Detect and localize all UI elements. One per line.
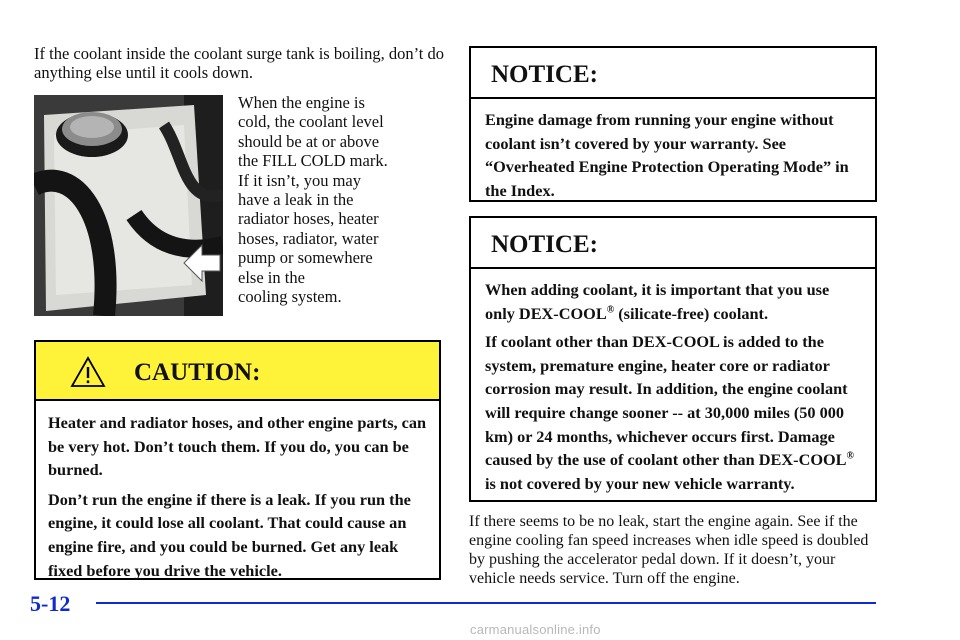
caution-header (36, 342, 439, 401)
warning-triangle-icon (70, 356, 106, 388)
watermark: carmanualsonline.info (470, 622, 601, 637)
notice-2-paragraph-2 (485, 330, 863, 495)
notice-title-1: NOTICE: (491, 61, 598, 88)
notice-1-paragraph: Engine damage from running your engine without coolant isn’t covered by your warranty. See “Overheated Engine Protection Operating Mode” in the Index. (485, 110, 849, 200)
notice-2-p2-text-b: is not covered by your new vehicle warranty. (485, 473, 795, 493)
notice-2-p1-text-b: (silicate-free) coolant. (614, 303, 769, 323)
caution-paragraph-2: Don’t run the engine if there is a leak. If you run the engine, it could lose all coolant. That could cause an engine fire, and you could be burned. Get any leak fixed before you drive the vehicle. (48, 489, 411, 580)
page-number: 5-12 (30, 591, 71, 616)
registered-mark-2: ® (846, 450, 855, 462)
side-paragraph: When the engine is cold, the coolant level should be at or above the FILL COLD mark. If it isn’t, you may have a leak in the radiator hoses, heater hoses, radiator, water pump or somewhere else in the cooling system. (238, 93, 388, 307)
notice-box-2 (469, 216, 877, 502)
closing-paragraph: If there seems to be no leak, start the engine again. See if the engine cooling fan speed increases when idle speed is doubled by pushing the accelerator pedal down. If it doesn’t, your vehicle needs service. Turn off the engine. (469, 513, 869, 587)
caution-paragraph-1: Heater and radiator hoses, and other engine parts, can be very hot. Don’t touch them. If you do, you can be burned. (48, 413, 427, 480)
caution-title: CAUTION: (134, 359, 261, 386)
notice-title-2: NOTICE: (491, 231, 598, 258)
coolant-tank-photo (34, 95, 223, 316)
registered-mark-1: ® (606, 304, 615, 316)
caution-box (34, 340, 441, 580)
notice-2-paragraph-1 (485, 278, 863, 325)
notice-2-p2-text-a: If coolant other than DEX-COOL is added to the system, premature engine, heater core or radiator corrosion may result. In addition, the engine coolant will require change sooner -- at 30,000 miles (50 000 km) or 24 months, whichever occurs first. Damage caused by the use of coolant other than DEX-COOL (485, 332, 848, 470)
intro-paragraph: If the coolant inside the coolant surge tank is boiling, don’t do anything else until it cools down. (34, 44, 444, 82)
notice-box-1 (469, 46, 877, 202)
footer-rule (96, 602, 876, 604)
notice-2-p1-text-a: When adding coolant, it is important that you use only DEX-COOL (485, 280, 830, 323)
